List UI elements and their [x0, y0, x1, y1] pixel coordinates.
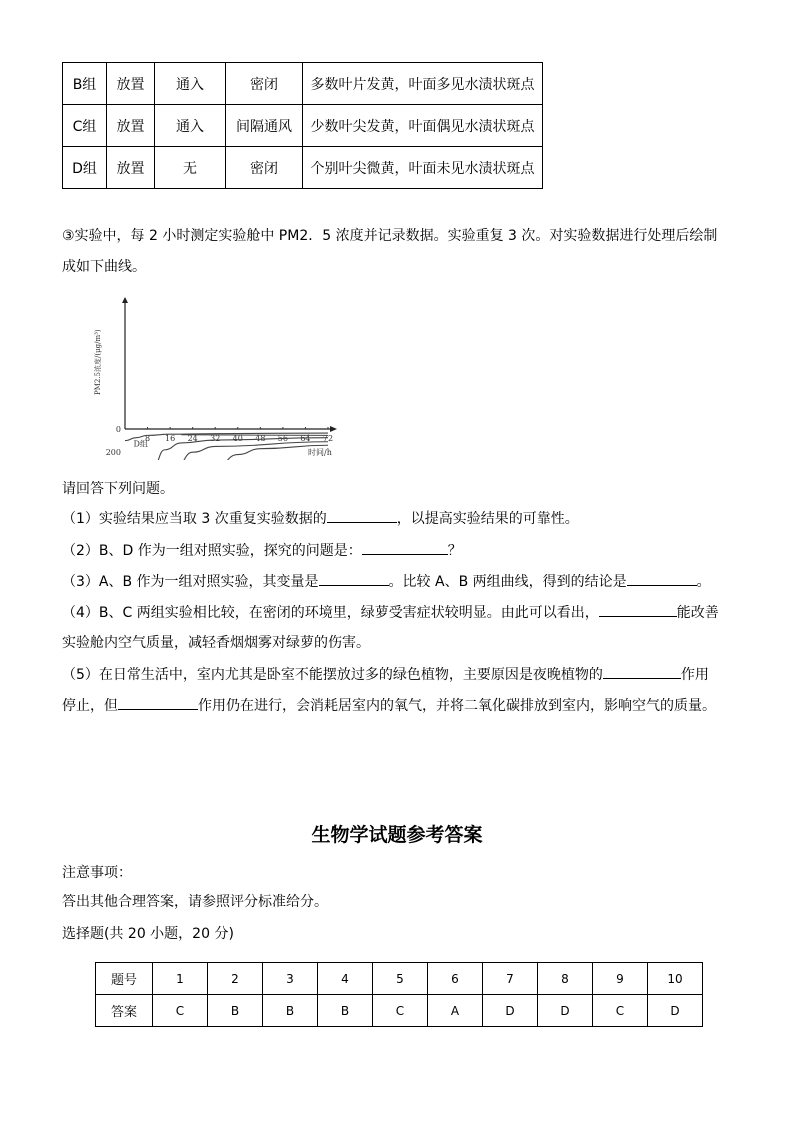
answer-label: 答案 [96, 995, 153, 1027]
question-number: 1 [153, 963, 208, 995]
q3-blank-2 [627, 571, 697, 586]
q3-text: （3）A、B 作为一组对照实验，其变量是 [62, 574, 319, 590]
x-tick-label: 8 [145, 434, 151, 443]
series-line-2 [125, 438, 328, 460]
answer-value: B [208, 995, 263, 1027]
table-cell: 通入 [155, 105, 226, 147]
question-number: 9 [593, 963, 648, 995]
x-axis-arrow [330, 426, 337, 432]
table-row [63, 105, 543, 147]
q2-text-end: ？ [447, 543, 462, 559]
q2-blank [362, 540, 448, 555]
series-line-1 [125, 442, 328, 460]
y-axis-arrow [122, 297, 128, 303]
answer-value: D [648, 995, 703, 1027]
table-cell: 放置 [107, 105, 155, 147]
table-cell: C组 [63, 105, 107, 147]
pm25-chart [90, 295, 350, 460]
x-axis-label: 时间/h [308, 448, 332, 457]
q4-text-end: 能改善 [676, 605, 719, 621]
series-label: D组 [133, 439, 148, 449]
answer-value: C [153, 995, 208, 1027]
q4-text: （4）B、C 两组实验相比较，在密闭的环境里，绿萝受害症状较明显。由此可以看出， [62, 605, 599, 621]
q1-blank [327, 508, 397, 523]
questions-intro: 请回答下列问题。 [62, 481, 174, 497]
question-4 [62, 602, 719, 622]
table-cell: 通入 [155, 63, 226, 105]
table-cell: 放置 [107, 147, 155, 189]
table-cell: D组 [63, 147, 107, 189]
answer-value: B [263, 995, 318, 1027]
q5-text: （5）在日常生活中，室内尤其是卧室不能摆放过多的绿色植物，主要原因是夜晚植物的 [62, 667, 603, 683]
y-tick-label: 0 [115, 425, 121, 434]
answer-row [96, 995, 703, 1027]
question-5-cont [62, 695, 716, 715]
notice-text: 答出其他合理答案，请参照评分标准给分。 [62, 894, 328, 910]
q4-blank [599, 602, 677, 617]
question-number: 10 [648, 963, 703, 995]
q5-blank-1 [603, 664, 681, 679]
question-number: 8 [538, 963, 593, 995]
x-tick-label: 40 [232, 434, 243, 443]
q2-text: （2）B、D 作为一组对照实验，探究的问题是： [62, 543, 362, 559]
q5-blank-2 [118, 695, 198, 710]
extra-baseline [181, 435, 328, 436]
x-tick-label: 64 [300, 434, 311, 443]
table-cell: 多数叶片发黄，叶面多见水渍状斑点 [303, 63, 543, 105]
x-tick-label: 24 [187, 434, 198, 443]
q3-text-mid: 。比较 A、B 两组曲线，得到的结论是 [388, 574, 627, 590]
series-line-0 [125, 445, 328, 460]
table-cell: 无 [155, 147, 226, 189]
question-2 [62, 540, 462, 560]
question-number: 5 [373, 963, 428, 995]
answer-value: B [318, 995, 373, 1027]
question-number: 4 [318, 963, 373, 995]
q1-text-end: ，以提高实验结果的可靠性。 [396, 511, 579, 527]
table-row [63, 147, 543, 189]
step3-text-1: ③实验中，每 2 小时测定实验舱中 PM2．5 浓度并记录数据。实验重复 3 次。对实验数据进行处理后绘制 [62, 228, 718, 244]
answer-value: A [428, 995, 483, 1027]
q5-text-end: 作用 [680, 667, 709, 683]
question-number: 7 [483, 963, 538, 995]
answer-value: D [483, 995, 538, 1027]
question-number: 2 [208, 963, 263, 995]
x-tick-label: 16 [165, 434, 176, 443]
table-row [63, 63, 543, 105]
table-cell: 放置 [107, 63, 155, 105]
q5-text-2: 停止，但 [62, 698, 118, 714]
experiment-groups-table [62, 62, 543, 189]
table-cell: 个别叶尖微黄，叶面未见水渍状斑点 [303, 147, 543, 189]
y-axis-label: PM2.5浓度/(μg/m³) [94, 329, 102, 395]
y-tick-label: 200 [105, 448, 121, 458]
x-tick-label: 48 [255, 434, 266, 443]
q1-text: （1）实验结果应当取 3 次重复实验数据的 [62, 511, 327, 527]
question-number: 6 [428, 963, 483, 995]
answer-value: C [373, 995, 428, 1027]
table-cell: 密闭 [226, 147, 303, 189]
q3-text-end: 。 [696, 574, 711, 590]
table-cell: B组 [63, 63, 107, 105]
answer-value: D [538, 995, 593, 1027]
question-5 [62, 664, 709, 684]
question-4-cont: 实验舱内空气质量，减轻香烟烟雾对绿萝的伤害。 [62, 635, 370, 651]
header-label: 题号 [96, 963, 153, 995]
x-tick-label: 32 [210, 434, 221, 443]
table-cell: 间隔通风 [226, 105, 303, 147]
question-number: 3 [263, 963, 318, 995]
x-tick-label: 56 [277, 434, 288, 443]
x-tick-label: 72 [322, 434, 334, 443]
table-cell: 少数叶尖发黄，叶面偶见水渍状斑点 [303, 105, 543, 147]
question-number-row [96, 963, 703, 995]
question-1 [62, 508, 579, 528]
answers-title: 生物学试题参考答案 [311, 824, 483, 846]
q3-blank-1 [319, 571, 389, 586]
answer-value: C [593, 995, 648, 1027]
question-3 [62, 571, 711, 591]
q5-text-3: 作用仍在进行，会消耗居室内的氧气，并将二氧化碳排放到室内，影响空气的质量。 [198, 698, 716, 714]
table-cell: 密闭 [226, 63, 303, 105]
step3-text-2: 成如下曲线。 [62, 259, 146, 275]
answer-key-table [95, 962, 703, 1027]
section-heading: 选择题(共 20 小题，20 分) [62, 926, 234, 942]
notice-label: 注意事项： [62, 865, 132, 881]
